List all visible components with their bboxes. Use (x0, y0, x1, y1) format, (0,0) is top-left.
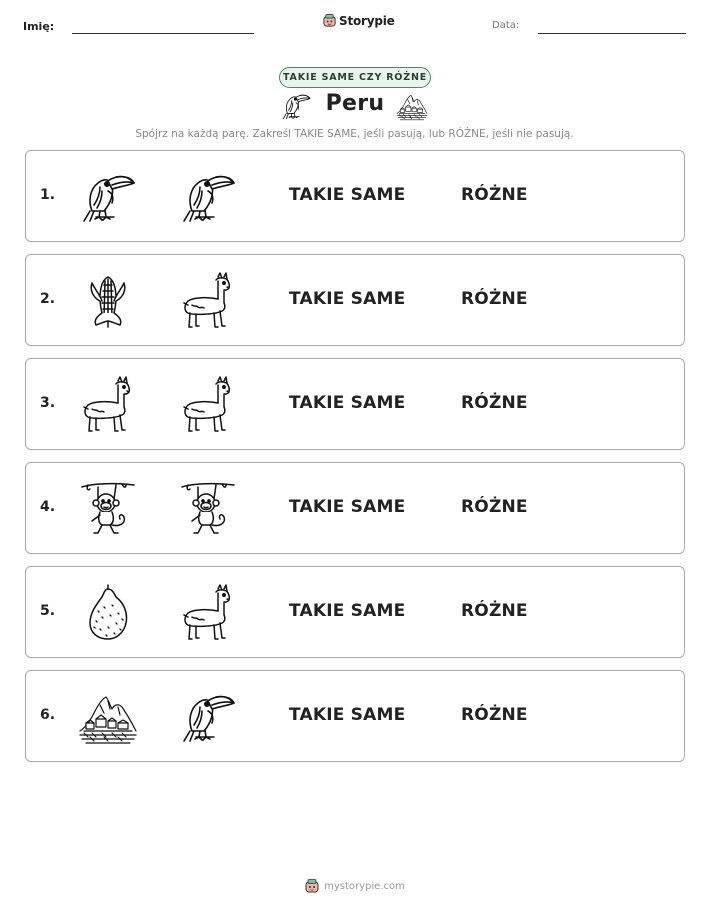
worksheet-header (0, 0, 709, 50)
toucan-icon (178, 687, 238, 747)
toucan-icon (278, 90, 314, 122)
exercise-row (25, 150, 685, 242)
title-row (0, 90, 709, 122)
llama-icon (178, 271, 238, 331)
option-same[interactable]: TAKIE SAME (289, 497, 406, 517)
row-number: 3. (40, 395, 56, 411)
llama-icon (178, 375, 238, 435)
llama-icon (178, 583, 238, 643)
exercise-row (25, 670, 685, 762)
date-write-line (538, 33, 686, 34)
option-same[interactable]: TAKIE SAME (289, 705, 406, 725)
row-number: 5. (40, 603, 56, 619)
option-same[interactable]: TAKIE SAME (289, 185, 406, 205)
option-different[interactable]: RÓŻNE (461, 601, 528, 621)
corn-icon (78, 271, 138, 331)
page-title: Peru (325, 91, 385, 116)
storypie-logo-icon (304, 878, 320, 894)
row-number: 2. (40, 291, 56, 307)
name-label: Imię: (23, 20, 55, 33)
name-write-line (72, 33, 254, 34)
option-different[interactable]: RÓŻNE (461, 497, 528, 517)
lucuma-icon (78, 583, 138, 643)
machu-picchu-icon (394, 90, 430, 122)
monkey-icon (78, 479, 138, 539)
storypie-logo-icon (322, 13, 337, 28)
row-number: 4. (40, 499, 56, 515)
option-same[interactable]: TAKIE SAME (289, 601, 406, 621)
option-different[interactable]: RÓŻNE (461, 393, 528, 413)
exercise-row (25, 566, 685, 658)
machu-picchu-icon (78, 687, 138, 747)
exercise-row (25, 254, 685, 346)
brand (322, 13, 395, 28)
row-number: 6. (40, 707, 56, 723)
option-same[interactable]: TAKIE SAME (289, 289, 406, 309)
option-different[interactable]: RÓŻNE (461, 289, 528, 309)
monkey-icon (178, 479, 238, 539)
footer-url[interactable]: mystorypie.com (324, 880, 405, 892)
toucan-icon (78, 167, 138, 227)
option-different[interactable]: RÓŻNE (461, 185, 528, 205)
toucan-icon (178, 167, 238, 227)
option-different[interactable]: RÓŻNE (461, 705, 528, 725)
footer (0, 878, 709, 894)
date-label: Data: (492, 20, 520, 31)
exercise-row (25, 358, 685, 450)
activity-badge: TAKIE SAME CZY RÓŻNE (279, 67, 431, 88)
row-number: 1. (40, 187, 56, 203)
exercise-row (25, 462, 685, 554)
llama-icon (78, 375, 138, 435)
instructions: Spójrz na każdą parę. Zakreśl TAKIE SAME, jeśli pasują, lub RÓŻNE, jeśli nie pasują. (135, 128, 574, 140)
option-same[interactable]: TAKIE SAME (289, 393, 406, 413)
brand-name: Storypie (339, 13, 395, 28)
